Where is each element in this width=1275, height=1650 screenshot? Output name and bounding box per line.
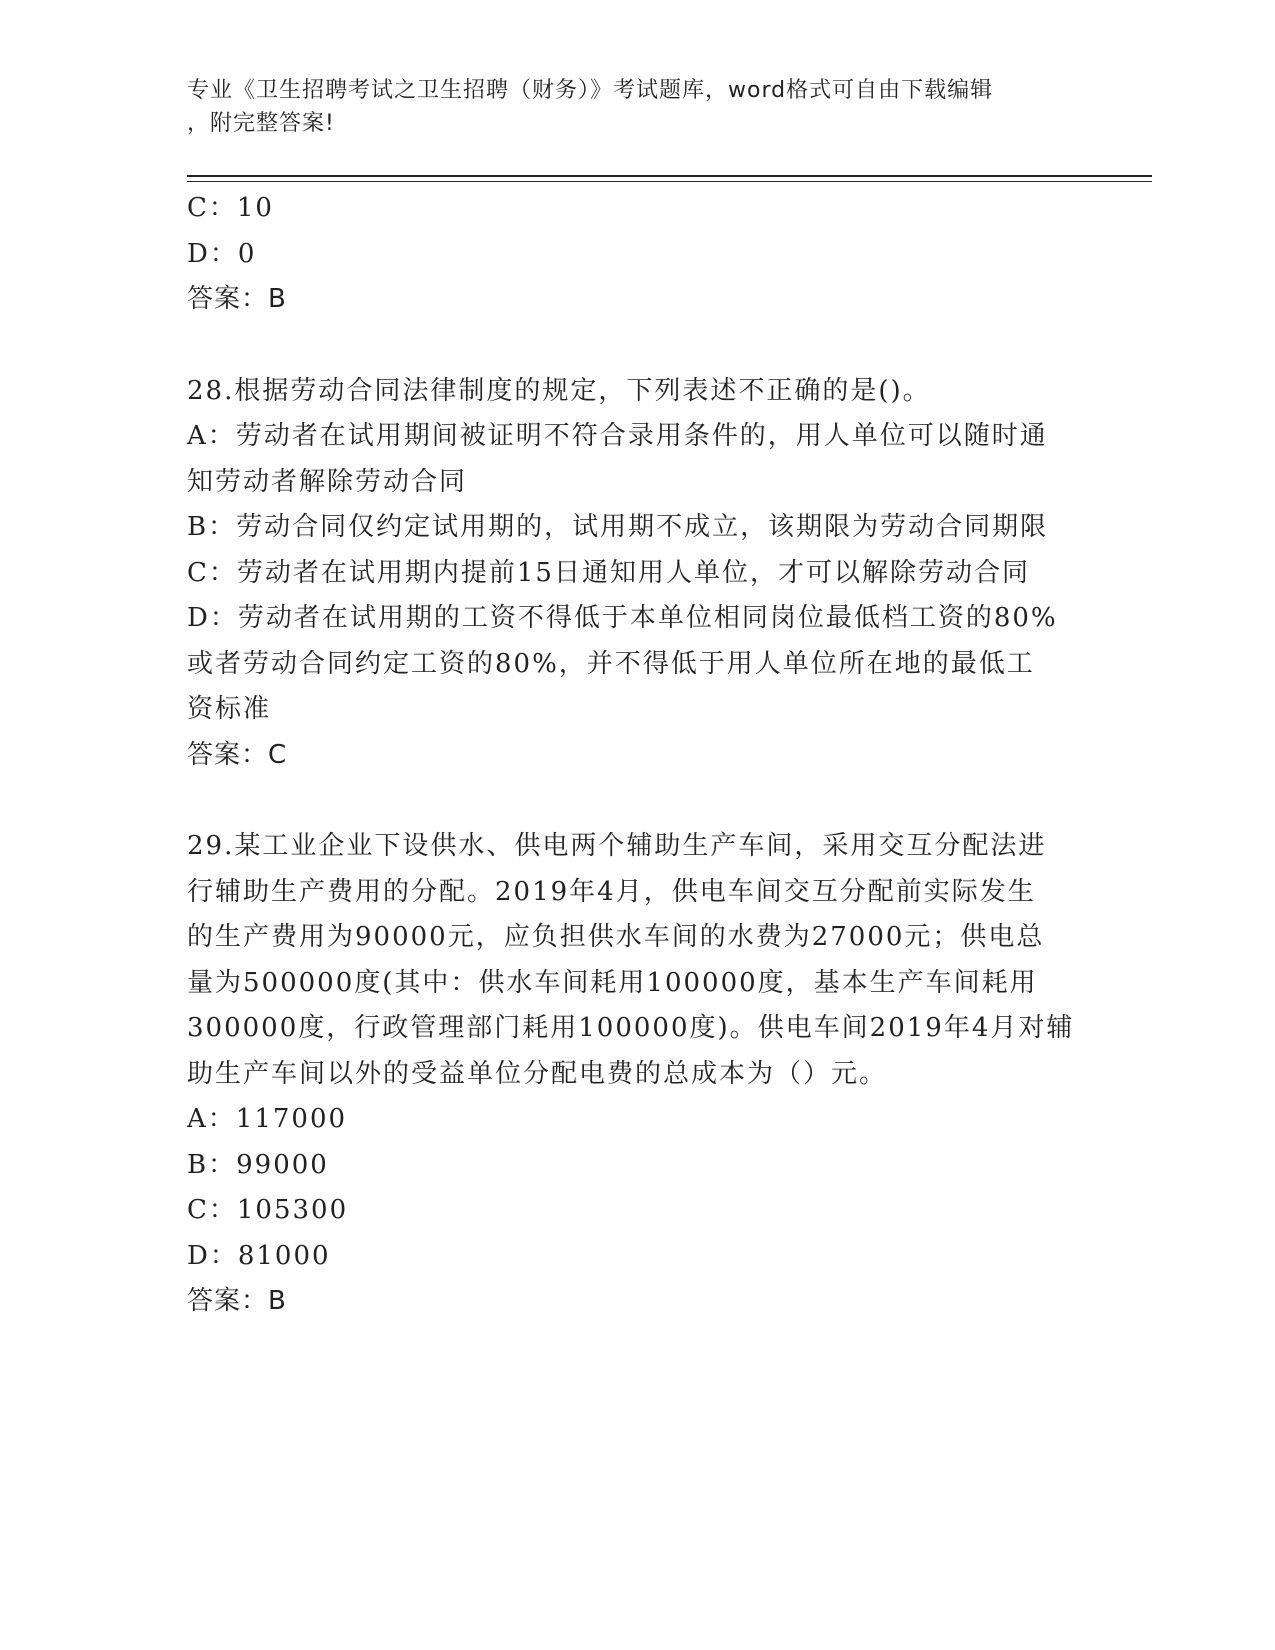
q28-option-a-line2: 知劳动者解除劳动合同 (187, 466, 468, 497)
q28-answer: 答案：C (187, 739, 288, 770)
prev-option-d: D：0 (187, 238, 257, 269)
q29-option-a: A：117000 (187, 1104, 348, 1134)
q29-stem-line2: 行辅助生产费用的分配。2019年4月，供电车间交互分配前实际发生 (187, 876, 1036, 907)
q29-option-c: C：105300 (187, 1195, 349, 1225)
document-header (187, 74, 1067, 140)
header-line-1: 专业《卫生招聘考试之卫生招聘（财务）》考试题库，word格式可自由下载编辑 (187, 78, 994, 103)
spacer (187, 778, 1087, 824)
q28-option-a-line1: A：劳动者在试用期间被证明不符合录用条件的，用人单位可以随时通 (187, 421, 1048, 451)
prev-option-c: C：10 (187, 193, 274, 223)
q29-stem-line3: 的生产费用为90000元，应负担供水车间的水费为27000元；供电总 (187, 922, 1045, 952)
q28-stem: 28.根据劳动合同法律制度的规定，下列表述不正确的是()。 (187, 375, 931, 406)
q29-stem-line4: 量为500000度(其中：供水车间耗用100000度，基本生产车间耗用 (187, 967, 1038, 998)
q29-option-b: B：99000 (187, 1149, 329, 1180)
q28-option-b: B：劳动合同仅约定试用期的，试用期不成立，该期限为劳动合同期限 (187, 512, 1049, 542)
q29-answer: 答案：B (187, 1286, 287, 1316)
q28-option-d-line1: D：劳动者在试用期的工资不得低于本单位相同岗位最低档工资的80% (187, 603, 1058, 633)
spacer (187, 323, 1087, 369)
q29-option-d: D：81000 (187, 1240, 331, 1271)
header-line-2: ，附完整答案! (187, 111, 335, 136)
document-body (187, 186, 1087, 1325)
q29-stem-line6: 助生产车间以外的受益单位分配电费的总成本为（）元。 (187, 1058, 888, 1089)
prev-answer: 答案：B (187, 284, 287, 314)
header-divider-thin (187, 181, 1152, 182)
q28-option-c: C：劳动者在试用期内提前15日通知用人单位，才可以解除劳动合同 (187, 557, 1030, 588)
q29-stem-line5: 300000度，行政管理部门耗用100000度)。供电车间2019年4月对辅 (187, 1013, 1075, 1043)
q28-option-d-line3: 资标准 (187, 694, 272, 724)
header-divider-thick (187, 175, 1152, 177)
q28-option-d-line2: 或者劳动合同约定工资的80%，并不得低于用人单位所在地的最低工 (187, 648, 1035, 679)
q29-stem-line1: 29.某工业企业下设供水、供电两个辅助生产车间，采用交互分配法进 (187, 831, 1047, 861)
